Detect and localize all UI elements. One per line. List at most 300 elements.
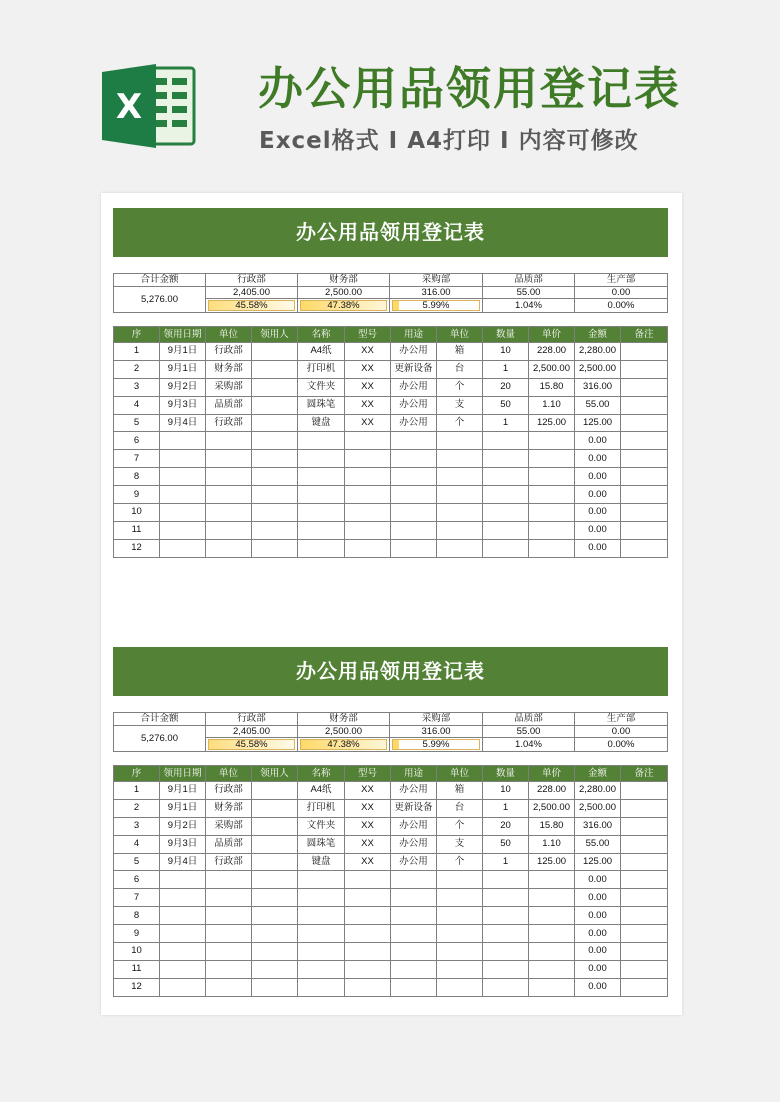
table-cell[interactable]: 4 [114,396,160,414]
table-cell[interactable]: XX [345,378,391,396]
table-cell[interactable] [529,521,575,539]
table-cell[interactable] [298,943,345,961]
table-cell[interactable]: 1.10 [529,835,575,853]
table-cell[interactable]: 9月1日 [160,782,206,800]
table-cell[interactable]: 125.00 [529,853,575,871]
table-cell[interactable] [298,539,345,557]
table-cell[interactable]: 2,500.00 [575,799,621,817]
table-cell[interactable] [621,396,668,414]
table-cell[interactable] [298,978,345,996]
table-cell[interactable] [298,871,345,889]
table-cell[interactable] [529,925,575,943]
table-cell[interactable] [252,925,298,943]
table-cell[interactable] [529,468,575,486]
table-cell[interactable] [483,889,529,907]
table-cell[interactable] [529,889,575,907]
table-cell[interactable]: 3 [114,817,160,835]
table-cell[interactable]: XX [345,414,391,432]
table-cell[interactable] [345,943,391,961]
table-cell[interactable] [345,504,391,522]
table-cell[interactable]: 0.00 [575,889,621,907]
table-cell[interactable]: 6 [114,432,160,450]
table-cell[interactable]: 10 [114,943,160,961]
table-cell[interactable]: 2,280.00 [575,343,621,361]
table-cell[interactable] [621,799,668,817]
table-cell[interactable] [621,378,668,396]
table-cell[interactable]: 个 [437,853,483,871]
table-cell[interactable] [529,504,575,522]
table-cell[interactable] [437,925,483,943]
table-cell[interactable]: 办公用 [391,396,437,414]
table-cell[interactable] [252,943,298,961]
table-cell[interactable]: 0.00 [575,943,621,961]
table-cell[interactable] [252,396,298,414]
table-cell[interactable] [345,907,391,925]
table-cell[interactable]: 0.00 [575,486,621,504]
table-cell[interactable]: 55.00 [575,835,621,853]
table-cell[interactable] [252,414,298,432]
table-cell[interactable]: 316.00 [575,378,621,396]
table-cell[interactable]: 箱 [437,343,483,361]
table-cell[interactable] [529,907,575,925]
table-cell[interactable]: 个 [437,378,483,396]
table-cell[interactable]: 7 [114,450,160,468]
table-cell[interactable] [483,943,529,961]
table-cell[interactable] [437,960,483,978]
table-cell[interactable] [160,521,206,539]
table-cell[interactable] [529,450,575,468]
table-cell[interactable] [345,539,391,557]
table-cell[interactable]: 2 [114,799,160,817]
table-cell[interactable]: 0.00 [575,925,621,943]
table-cell[interactable]: 键盘 [298,414,345,432]
table-cell[interactable] [483,925,529,943]
table-cell[interactable] [483,450,529,468]
table-cell[interactable]: 行政部 [206,414,252,432]
table-cell[interactable]: 11 [114,960,160,978]
table-cell[interactable] [252,521,298,539]
table-cell[interactable]: 2,280.00 [575,782,621,800]
table-cell[interactable] [391,539,437,557]
table-cell[interactable]: 行政部 [206,853,252,871]
table-cell[interactable] [621,360,668,378]
table-cell[interactable]: 125.00 [575,414,621,432]
table-cell[interactable] [621,907,668,925]
table-row [114,539,668,557]
table-cell[interactable] [160,943,206,961]
table-cell[interactable] [252,889,298,907]
table-cell[interactable]: 0.00 [575,504,621,522]
table-cell[interactable] [252,486,298,504]
column-header: 单位 [437,766,483,782]
table-cell[interactable] [621,817,668,835]
table-cell[interactable]: 12 [114,539,160,557]
table-cell[interactable] [391,943,437,961]
table-cell[interactable] [206,871,252,889]
table-cell[interactable] [160,468,206,486]
table-cell[interactable] [298,468,345,486]
table-cell[interactable] [345,468,391,486]
table-cell[interactable] [529,960,575,978]
table-cell[interactable] [529,432,575,450]
table-cell[interactable] [160,486,206,504]
table-cell[interactable] [206,907,252,925]
table-cell[interactable] [391,504,437,522]
table-cell[interactable] [206,943,252,961]
table-cell[interactable]: 财务部 [206,799,252,817]
table-cell[interactable] [252,907,298,925]
table-cell[interactable] [437,871,483,889]
table-cell[interactable] [621,539,668,557]
table-cell[interactable] [391,871,437,889]
table-cell[interactable] [345,486,391,504]
table-cell[interactable] [437,889,483,907]
table-cell[interactable] [298,504,345,522]
table-cell[interactable] [160,889,206,907]
table-cell[interactable] [252,853,298,871]
table-cell[interactable]: 文件夹 [298,817,345,835]
table-cell[interactable] [391,432,437,450]
table-cell[interactable] [206,504,252,522]
table-cell[interactable]: 20 [483,817,529,835]
table-cell[interactable] [252,468,298,486]
table-cell[interactable]: 125.00 [575,853,621,871]
table-cell[interactable] [252,504,298,522]
table-cell[interactable]: 9 [114,925,160,943]
table-cell[interactable] [483,521,529,539]
table-cell[interactable]: XX [345,782,391,800]
table-cell[interactable]: 2,500.00 [529,799,575,817]
table-cell[interactable] [252,450,298,468]
table-cell[interactable]: 0.00 [575,432,621,450]
table-cell[interactable] [252,835,298,853]
table-cell[interactable] [345,978,391,996]
table-cell[interactable] [252,378,298,396]
table-cell[interactable]: XX [345,835,391,853]
table-cell[interactable] [483,871,529,889]
table-cell[interactable] [345,521,391,539]
table-cell[interactable] [621,782,668,800]
table-cell[interactable] [345,960,391,978]
table-cell[interactable] [391,960,437,978]
table-cell[interactable] [621,871,668,889]
table-cell[interactable]: 20 [483,378,529,396]
table-cell[interactable]: A4纸 [298,343,345,361]
table-cell[interactable]: 行政部 [206,343,252,361]
table-cell[interactable] [252,432,298,450]
table-cell[interactable]: 财务部 [206,360,252,378]
table-cell[interactable] [483,907,529,925]
table-cell[interactable]: 1 [483,853,529,871]
table-cell[interactable] [345,871,391,889]
table-cell[interactable]: 5 [114,414,160,432]
table-cell[interactable] [391,450,437,468]
table-cell[interactable]: 9 [114,486,160,504]
table-cell[interactable] [160,432,206,450]
table-cell[interactable] [621,835,668,853]
table-cell[interactable] [621,450,668,468]
table-cell[interactable] [298,432,345,450]
table-cell[interactable] [483,539,529,557]
table-cell[interactable]: 11 [114,521,160,539]
table-cell[interactable] [483,432,529,450]
summary-header: 合计金额 [114,713,206,726]
table-cell[interactable]: 办公用 [391,414,437,432]
column-header: 数量 [483,327,529,343]
table-cell[interactable]: 0.00 [575,978,621,996]
table-cell[interactable]: XX [345,343,391,361]
table-cell[interactable] [160,960,206,978]
table-cell[interactable]: 4 [114,835,160,853]
table-cell[interactable]: 支 [437,396,483,414]
table-cell[interactable] [437,521,483,539]
table-cell[interactable] [160,907,206,925]
table-cell[interactable] [298,521,345,539]
table-cell[interactable]: 0.00 [575,960,621,978]
table-cell[interactable]: 箱 [437,782,483,800]
table-cell[interactable] [437,432,483,450]
table-cell[interactable]: 更新设备 [391,360,437,378]
table-cell[interactable]: 办公用 [391,782,437,800]
table-cell[interactable] [621,486,668,504]
table-cell[interactable] [437,486,483,504]
table-cell[interactable] [621,504,668,522]
table-cell[interactable] [252,782,298,800]
table-cell[interactable]: 0.00 [575,521,621,539]
table-cell[interactable] [621,853,668,871]
table-cell[interactable]: 品质部 [206,835,252,853]
table-cell[interactable] [160,450,206,468]
table-cell[interactable]: 9月1日 [160,799,206,817]
table-cell[interactable] [345,432,391,450]
table-cell[interactable]: 12 [114,978,160,996]
table-cell[interactable]: XX [345,396,391,414]
table-row [114,450,668,468]
table-cell[interactable]: A4纸 [298,782,345,800]
table-cell[interactable] [621,414,668,432]
table-cell[interactable] [160,539,206,557]
table-cell[interactable]: 9月3日 [160,396,206,414]
table-cell[interactable] [206,486,252,504]
table-cell[interactable]: 品质部 [206,396,252,414]
table-cell[interactable]: 15.80 [529,378,575,396]
table-cell[interactable] [252,360,298,378]
table-cell[interactable]: 个 [437,414,483,432]
summary-header: 行政部 [206,274,298,287]
table-cell[interactable] [252,817,298,835]
table-cell[interactable] [483,960,529,978]
dept-percent-bar: 45.58% [208,739,295,750]
table-cell[interactable]: 6 [114,871,160,889]
table-cell[interactable] [345,450,391,468]
table-cell[interactable] [252,799,298,817]
table-cell[interactable] [621,521,668,539]
table-cell[interactable]: 圆珠笔 [298,396,345,414]
table-cell[interactable] [391,468,437,486]
table-cell[interactable]: 55.00 [575,396,621,414]
table-cell[interactable]: 办公用 [391,378,437,396]
table-cell[interactable] [529,943,575,961]
table-cell[interactable]: 1 [114,782,160,800]
table-cell[interactable]: 0.00 [575,907,621,925]
table-cell[interactable]: 9月2日 [160,378,206,396]
table-cell[interactable]: 10 [483,782,529,800]
table-cell[interactable] [437,504,483,522]
table-cell[interactable]: 0.00 [575,539,621,557]
table-cell[interactable]: 1 [114,343,160,361]
table-cell[interactable] [437,539,483,557]
table-cell[interactable] [206,521,252,539]
table-cell[interactable]: 0.00 [575,450,621,468]
table-cell[interactable] [206,432,252,450]
table-cell[interactable] [483,504,529,522]
table-cell[interactable] [345,889,391,907]
table-cell[interactable] [483,978,529,996]
table-cell[interactable]: 125.00 [529,414,575,432]
document-page [101,193,682,1015]
table-cell[interactable]: 更新设备 [391,799,437,817]
table-cell[interactable] [483,486,529,504]
table-cell[interactable] [206,978,252,996]
table-cell[interactable] [621,925,668,943]
table-cell[interactable]: 行政部 [206,782,252,800]
table-cell[interactable]: 8 [114,468,160,486]
table-cell[interactable] [252,539,298,557]
table-cell[interactable]: 文件夹 [298,378,345,396]
table-cell[interactable] [206,468,252,486]
table-cell[interactable] [437,943,483,961]
table-cell[interactable]: 打印机 [298,360,345,378]
table-cell[interactable]: 5 [114,853,160,871]
table-cell[interactable]: 1.10 [529,396,575,414]
column-header: 备注 [621,327,668,343]
table-cell[interactable]: 打印机 [298,799,345,817]
table-cell[interactable]: 3 [114,378,160,396]
table-cell[interactable] [206,450,252,468]
table-cell[interactable] [206,539,252,557]
table-cell[interactable]: 50 [483,396,529,414]
table-cell[interactable]: 支 [437,835,483,853]
table-cell[interactable] [391,486,437,504]
table-cell[interactable]: 个 [437,817,483,835]
table-cell[interactable] [252,960,298,978]
table-cell[interactable]: 1 [483,799,529,817]
table-cell[interactable]: 台 [437,799,483,817]
table-cell[interactable] [437,978,483,996]
table-cell[interactable] [252,978,298,996]
table-cell[interactable]: 办公用 [391,343,437,361]
table-cell[interactable] [206,925,252,943]
table-cell[interactable] [160,925,206,943]
table-cell[interactable]: 9月1日 [160,360,206,378]
table-cell[interactable]: XX [345,853,391,871]
table-cell[interactable]: 0.00 [575,871,621,889]
table-cell[interactable] [391,907,437,925]
table-cell[interactable]: 9月1日 [160,343,206,361]
table-cell[interactable] [206,960,252,978]
table-cell[interactable] [437,450,483,468]
table-cell[interactable]: 1 [483,360,529,378]
table-cell[interactable] [160,871,206,889]
table-cell[interactable] [621,889,668,907]
table-cell[interactable] [160,504,206,522]
table-cell[interactable]: 台 [437,360,483,378]
table-cell[interactable] [621,432,668,450]
table-cell[interactable]: 15.80 [529,817,575,835]
table-cell[interactable] [529,486,575,504]
table-cell[interactable]: 10 [483,343,529,361]
table-cell[interactable] [391,889,437,907]
table-cell[interactable]: 228.00 [529,782,575,800]
table-cell[interactable] [298,907,345,925]
table-cell[interactable] [529,871,575,889]
table-cell[interactable] [529,539,575,557]
banner [0,0,780,185]
table-cell[interactable] [621,343,668,361]
table-cell[interactable]: XX [345,360,391,378]
table-cell[interactable]: 7 [114,889,160,907]
table-cell[interactable]: 2,500.00 [575,360,621,378]
table-cell[interactable] [437,907,483,925]
dept-amount: 2,405.00 [206,286,298,299]
table-cell[interactable] [298,925,345,943]
table-cell[interactable]: 9月3日 [160,835,206,853]
table-cell[interactable]: XX [345,799,391,817]
table-cell[interactable] [252,343,298,361]
table-cell[interactable] [298,889,345,907]
table-cell[interactable] [206,889,252,907]
table-cell[interactable] [391,925,437,943]
table-cell[interactable]: 2 [114,360,160,378]
table-cell[interactable] [437,468,483,486]
table-cell[interactable]: 采购部 [206,378,252,396]
table-cell[interactable]: 8 [114,907,160,925]
table-cell[interactable]: 228.00 [529,343,575,361]
table-cell[interactable] [621,468,668,486]
table-cell[interactable]: 9月4日 [160,853,206,871]
table-cell[interactable]: 1 [483,414,529,432]
table-cell[interactable]: 0.00 [575,468,621,486]
table-cell[interactable] [621,943,668,961]
table-cell[interactable] [345,925,391,943]
table-cell[interactable] [298,486,345,504]
table-cell[interactable] [483,468,529,486]
table-cell[interactable]: 采购部 [206,817,252,835]
column-header: 备注 [621,766,668,782]
table-cell[interactable] [621,960,668,978]
table-cell[interactable]: 办公用 [391,817,437,835]
table-cell[interactable] [298,960,345,978]
table-cell[interactable] [252,871,298,889]
table-cell[interactable]: 办公用 [391,835,437,853]
table-cell[interactable]: 9月2日 [160,817,206,835]
table-cell[interactable]: 316.00 [575,817,621,835]
table-cell[interactable] [391,521,437,539]
table-cell[interactable]: XX [345,817,391,835]
table-cell[interactable]: 2,500.00 [529,360,575,378]
table-cell[interactable]: 办公用 [391,853,437,871]
table-cell[interactable] [298,450,345,468]
table-cell[interactable]: 键盘 [298,853,345,871]
table-cell[interactable]: 9月4日 [160,414,206,432]
table-cell[interactable] [160,978,206,996]
table-cell[interactable]: 50 [483,835,529,853]
table-cell[interactable]: 圆珠笔 [298,835,345,853]
table-cell[interactable] [529,978,575,996]
table-cell[interactable] [621,978,668,996]
table-cell[interactable] [391,978,437,996]
table-cell[interactable]: 10 [114,504,160,522]
